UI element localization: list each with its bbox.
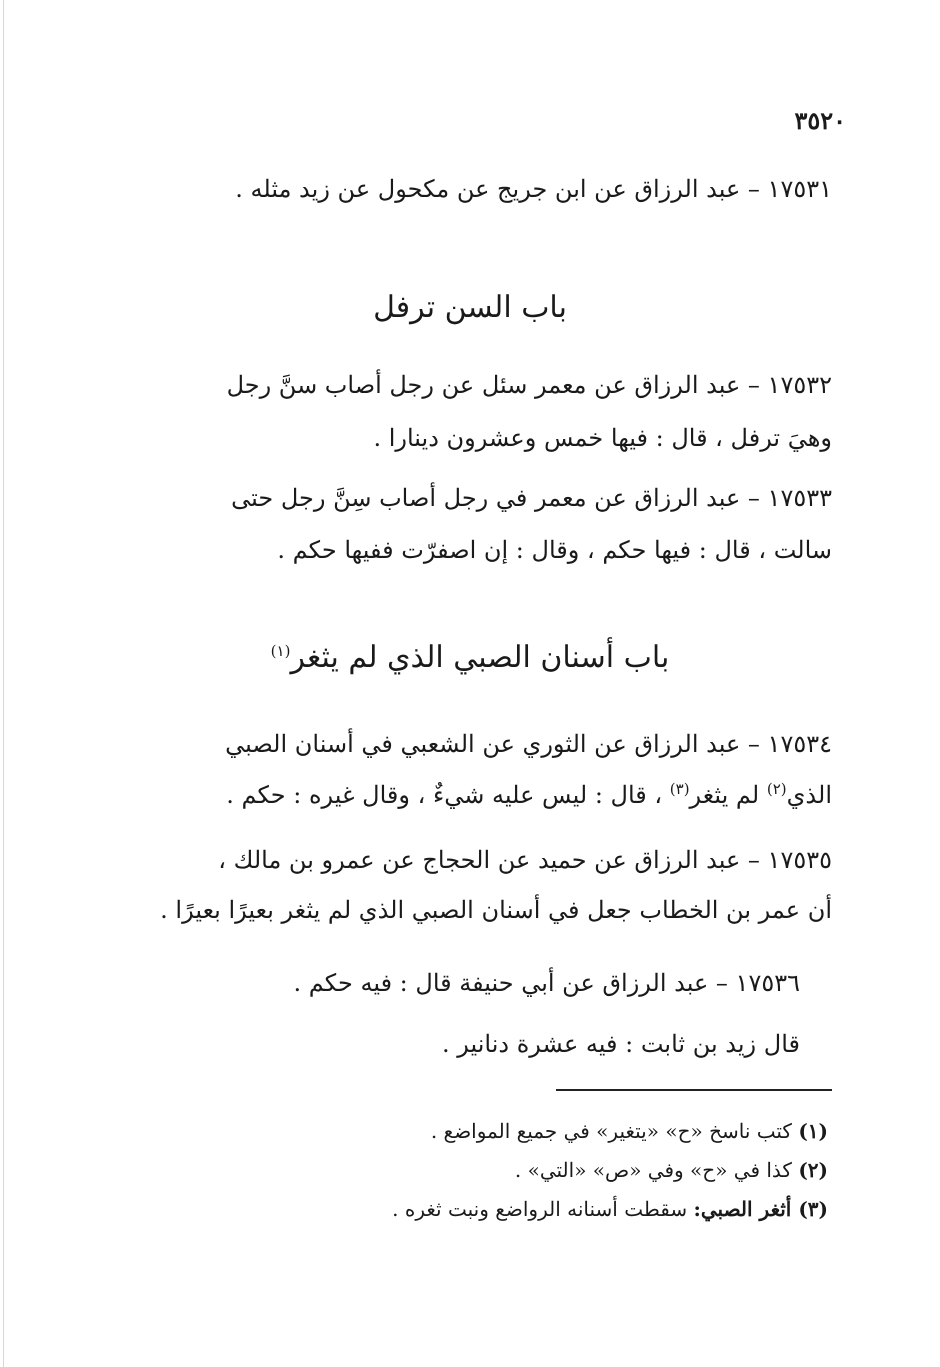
- footnote-marker-3: (٣): [669, 780, 690, 798]
- section-heading-child-teeth: [0, 640, 940, 675]
- footnote-1: [431, 1116, 828, 1146]
- page-edge-line: [3, 0, 4, 1367]
- footnote-3-text: سقطت أسنانه الرواضع ونبت ثغره .: [392, 1197, 694, 1221]
- entry-17533-line-2: سالت ، قال : فيها حكم ، وقال : إن اصفرّت ففيها حكم .: [277, 536, 832, 564]
- entry-17535-line-2: أن عمر بن الخطاب جعل في أسنان الصبي الذي لم يثغر بعيرًا بعيرًا .: [160, 896, 832, 924]
- footnote-2-number: (٢): [798, 1158, 828, 1182]
- footnote-2-text: كذا في «ح» وفي «ص» «التي» .: [514, 1158, 799, 1182]
- footnote-1-number: (١): [798, 1119, 828, 1143]
- page-number: ٣٥٢٠: [794, 106, 846, 135]
- footnote-divider: [556, 1089, 832, 1091]
- footnote-marker-1: (١): [270, 642, 291, 660]
- entry-17534-line-1: ١٧٥٣٤ – عبد الرزاق عن الثوري عن الشعبي في أسنان الصبي: [225, 730, 832, 758]
- footnote-2: [515, 1155, 828, 1185]
- entry-17536-line-2: قال زيد بن ثابت : فيه عشرة دنانير .: [442, 1030, 800, 1058]
- entry-17535-line-1: ١٧٥٣٥ – عبد الرزاق عن حميد عن الحجاج عن عمرو بن مالك ،: [218, 846, 832, 874]
- entry-17532-line-2: وهيَ ترفل ، قال : فيها خمس وعشرون دينارا .: [373, 424, 832, 452]
- footnote-marker-2: (٢): [766, 780, 787, 798]
- entry-17534-text-a: الذي: [786, 781, 832, 809]
- entry-17534-text-b: لم يثغر: [689, 781, 767, 809]
- footnote-3-term: أثغر الصبي:: [693, 1197, 799, 1221]
- entry-17531-line-1: ١٧٥٣١ – عبد الرزاق عن ابن جريج عن مكحول عن زيد مثله .: [235, 175, 832, 203]
- section-heading-text: باب أسنان الصبي الذي لم يثغر: [290, 640, 670, 675]
- entry-17536-line-1: ١٧٥٣٦ – عبد الرزاق عن أبي حنيفة قال : فيه حكم .: [293, 969, 800, 997]
- footnote-3-number: (٣): [798, 1197, 828, 1221]
- footnote-3: [392, 1194, 828, 1224]
- entry-17532-line-1: ١٧٥٣٢ – عبد الرزاق عن معمر سئل عن رجل أصاب سنَّ رجل: [226, 371, 832, 399]
- section-heading-tooth-loose: باب السن ترفل: [373, 290, 567, 325]
- entry-17534-text-c: ، قال : ليس عليه شيءٌ ، وقال غيره : حكم .: [226, 781, 670, 809]
- footnote-1-text: كتب ناسخ «ح» «يتغير» في جميع المواضع .: [430, 1119, 799, 1143]
- entry-17534-line-2: [108, 778, 832, 812]
- entry-17533-line-1: ١٧٥٣٣ – عبد الرزاق عن معمر في رجل أصاب سِنَّ رجل حتى: [231, 484, 832, 512]
